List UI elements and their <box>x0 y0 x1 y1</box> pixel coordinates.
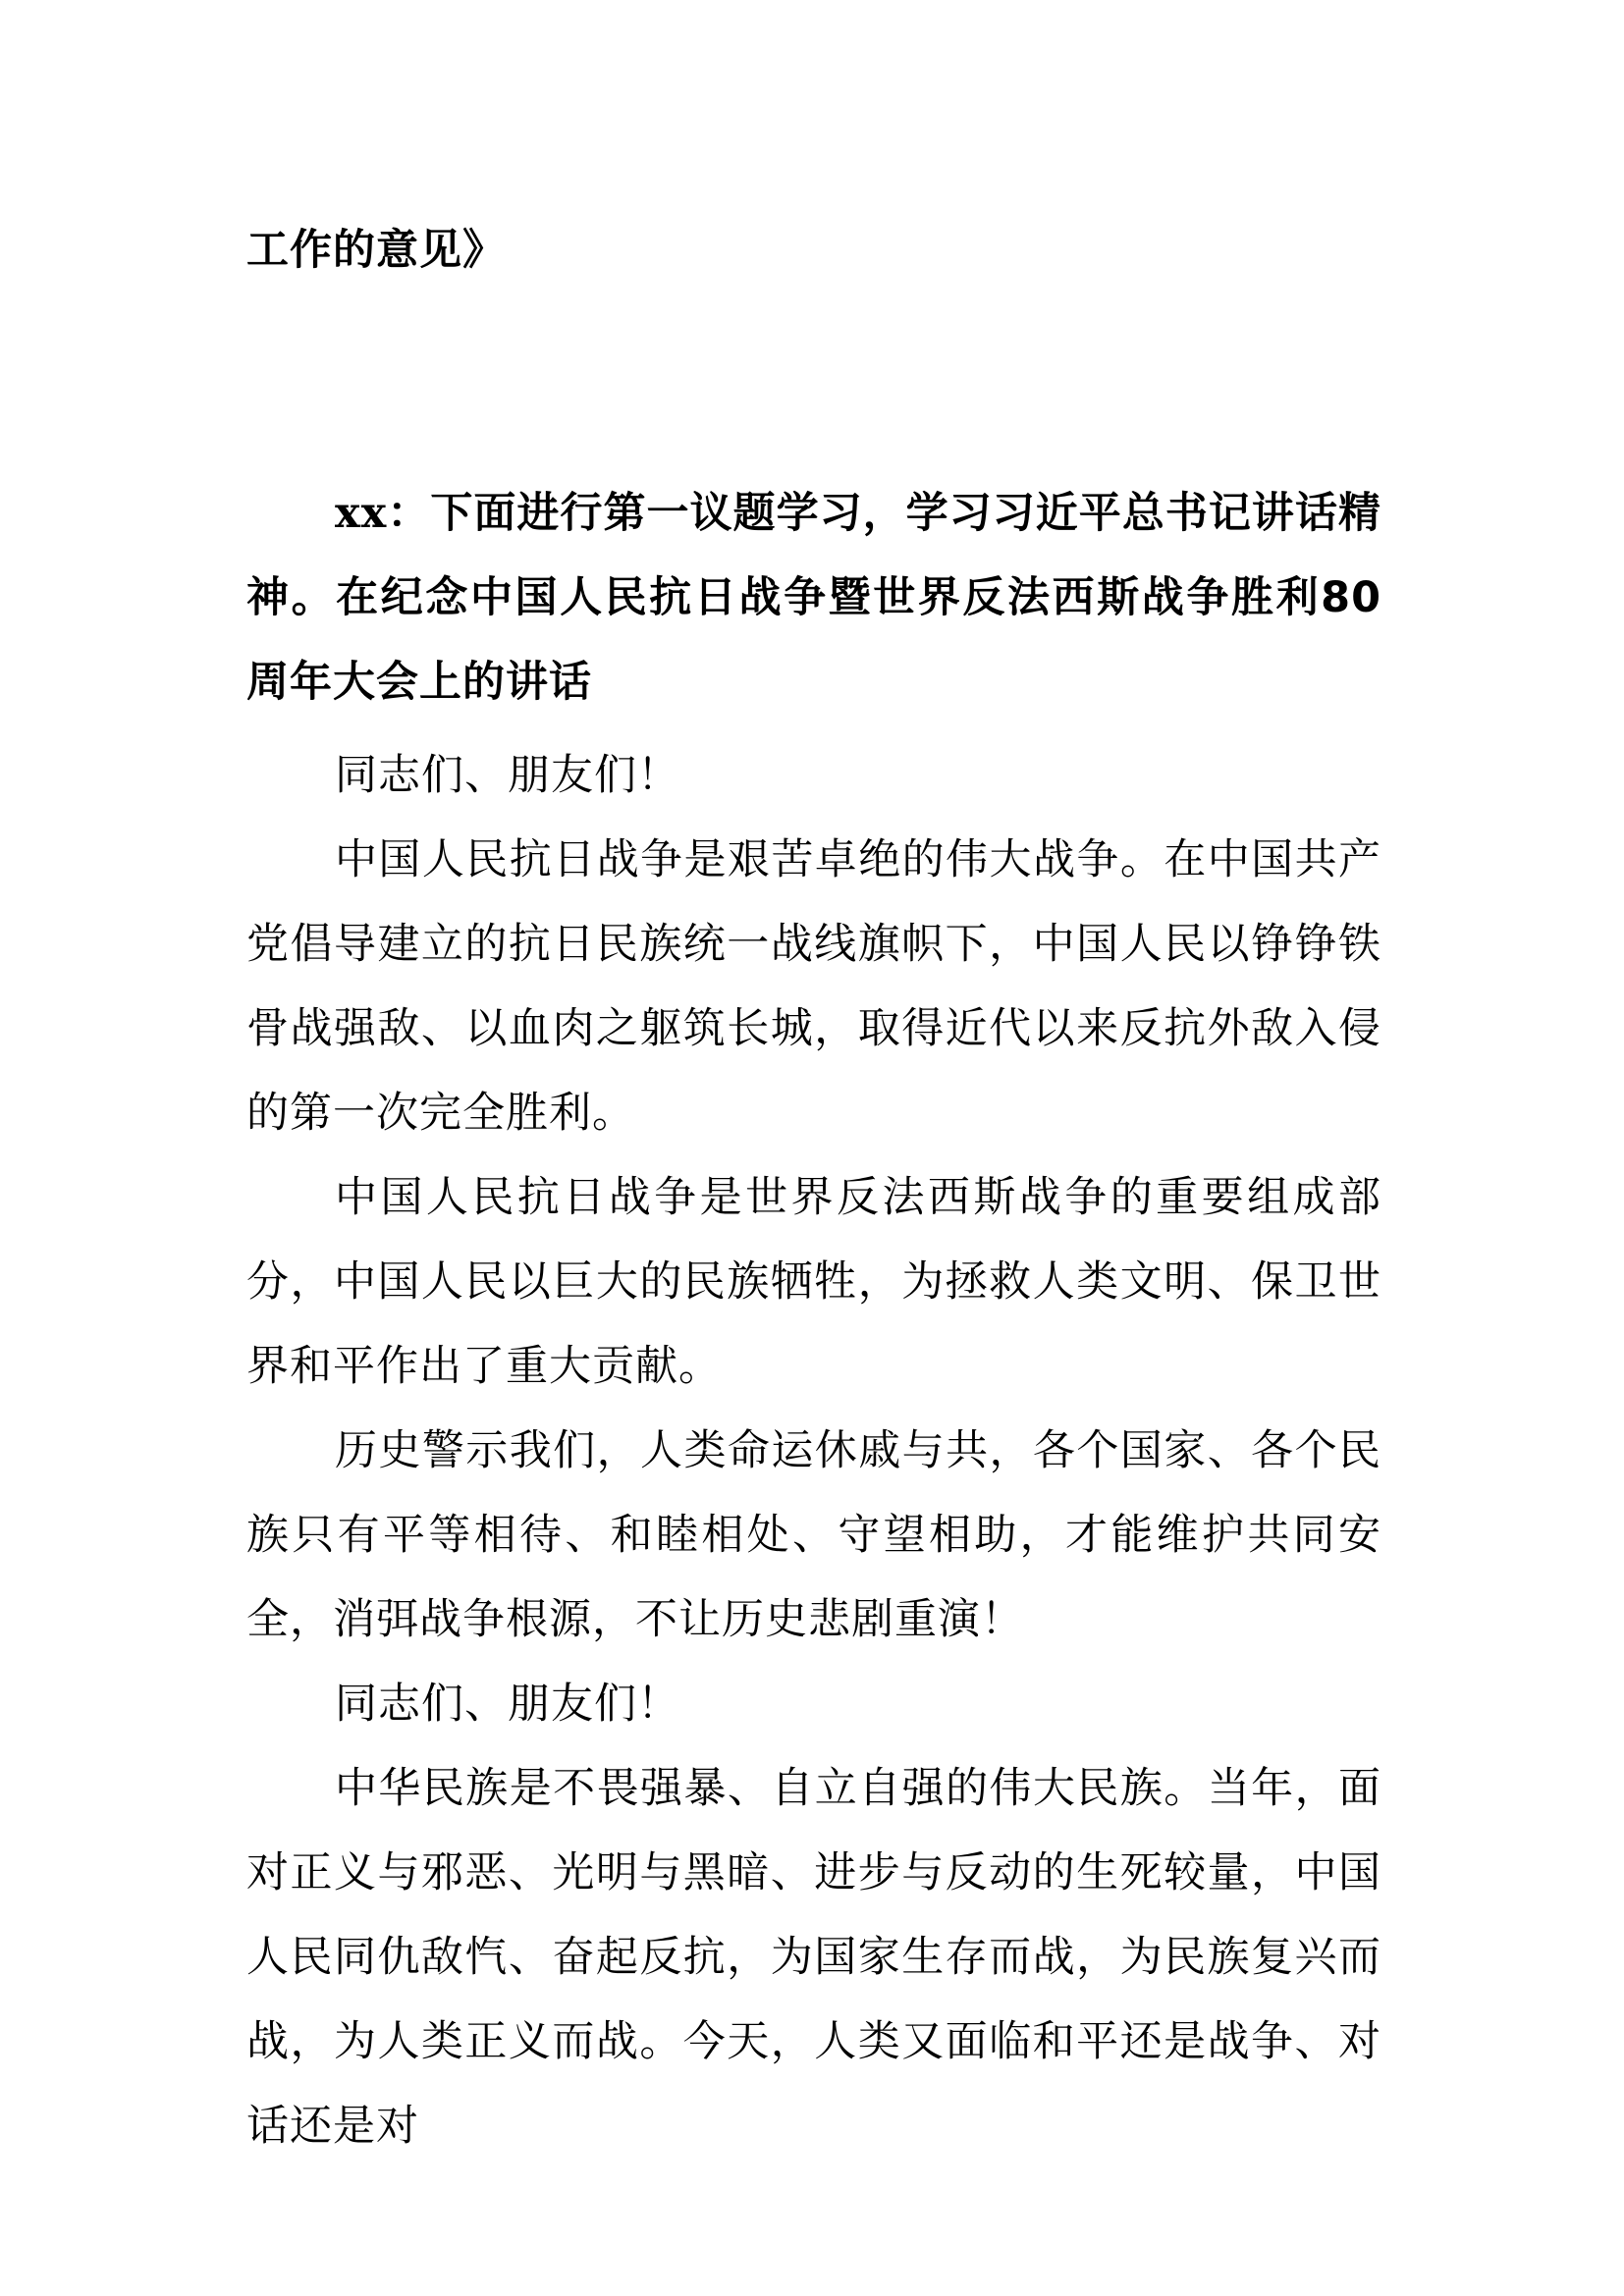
speaker-name: xx <box>335 489 388 538</box>
agenda-text: ：下面进行第一议题学习，学习习近平总书记讲话精神。在纪念中国人民抗日战争暨世界反法西斯战争胜利80周年大会上的讲话 <box>246 489 1381 707</box>
paragraph-history-warning: 历史警示我们，人类命运休戚与共，各个国家、各个民族只有平等相待、和睦相处、守望相助，才能维护共同安全，消弭战争根源，不让历史悲剧重演！ <box>246 1426 1381 1644</box>
agenda-item <box>246 471 1381 724</box>
paragraph-greeting-1: 同志们、朋友们！ <box>335 751 680 800</box>
paragraph-greeting-2: 同志们、朋友们！ <box>335 1680 680 1729</box>
paragraph-world-contribution: 中国人民抗日战争是世界反法西斯战争的重要组成部分，中国人民以巨大的民族牺牲，为拯救人类文明、保卫世界和平作出了重大贡献。 <box>246 1173 1381 1391</box>
continued-title-fragment: 工作的意见》 <box>246 226 506 275</box>
speech-body <box>246 733 1381 2168</box>
paragraph-nation-resistance: 中华民族是不畏强暴、自立自强的伟大民族。当年，面对正义与邪恶、光明与黑暗、进步与反动的生死较量，中国人民同仇敌忾、奋起反抗，为国家生存而战，为民族复兴而战，为人类正义而战。今天，人类又面临和平还是战争、对话还是对 <box>246 1764 1381 2151</box>
paragraph-war-victory: 中国人民抗日战争是艰苦卓绝的伟大战争。在中国共产党倡导建立的抗日民族统一战线旗帜下，中国人民以铮铮铁骨战强敌、以血肉之躯筑长城，取得近代以来反抗外敌入侵的第一次完全胜利。 <box>246 835 1381 1138</box>
